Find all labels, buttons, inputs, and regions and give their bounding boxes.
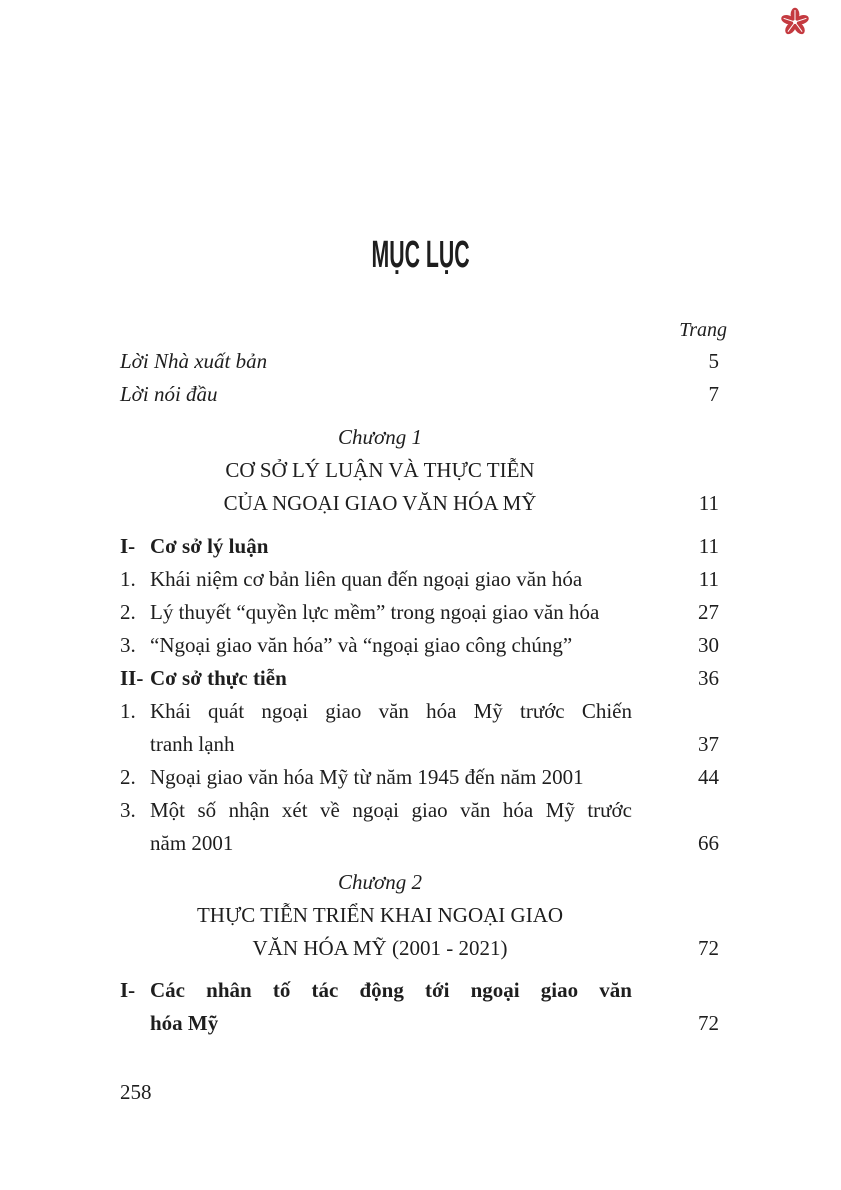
entry-label: “Ngoại giao văn hóa” và “ngoại giao công chúng” (150, 633, 573, 657)
toc-entry-front-2 (120, 381, 719, 409)
entry-label-line1: Một số nhận xét về ngoại giao văn hóa Mỹ trước (150, 798, 632, 822)
chapter2-label: Chương 2 (338, 870, 422, 894)
entry-page: 5 (708, 349, 719, 373)
entry-page: 7 (708, 382, 719, 406)
toc-entry (120, 566, 719, 594)
entry-page: 27 (698, 600, 719, 624)
toc-entry (120, 698, 719, 726)
toc-content (120, 0, 727, 1190)
entry-number: 3. (120, 798, 136, 822)
chapter1-title-row (120, 490, 719, 518)
entry-number: II- (120, 666, 144, 690)
toc-entry (120, 665, 719, 693)
entry-label: Lý thuyết “quyền lực mềm” trong ngoại giao văn hóa (150, 600, 600, 624)
entry-page: 11 (698, 567, 719, 591)
toc-entry-continuation (120, 830, 719, 858)
entry-number: 1. (120, 567, 136, 591)
entry-number: 2. (120, 765, 136, 789)
entry-number: 2. (120, 600, 136, 624)
entry-label-line1: Khái quát ngoại giao văn hóa Mỹ trước Chiến (150, 699, 632, 723)
flower-ornament-icon (780, 7, 810, 37)
entry-label: Khái niệm cơ bản liên quan đến ngoại giao văn hóa (150, 567, 583, 591)
footer-page-number: 258 (120, 1080, 152, 1104)
toc-entry (120, 764, 719, 792)
toc-entry (120, 632, 719, 660)
toc-entry (120, 533, 719, 561)
entry-page: 44 (698, 765, 719, 789)
entry-page: 37 (698, 732, 719, 756)
chapter2-title-line1: THỰC TIỄN TRIỂN KHAI NGOẠI GIAO (196, 903, 564, 927)
entry-page: 66 (698, 831, 719, 855)
chapter1-title-line2: CỦA NGOẠI GIAO VĂN HÓA MỸ (223, 491, 537, 515)
entry-number: I- (120, 978, 136, 1002)
chapter1-label: Chương 1 (338, 425, 422, 449)
entry-number: 3. (120, 633, 136, 657)
entry-label: Lời Nhà xuất bản (120, 349, 268, 373)
chapter2-title-row (120, 935, 719, 963)
entry-label: Lời nói đầu (120, 382, 218, 406)
entry-label-line2: năm 2001 (150, 831, 234, 855)
toc-entry (120, 977, 719, 1005)
entry-label: Ngoại giao văn hóa Mỹ từ năm 1945 đến năm 2001 (150, 765, 584, 789)
entry-label-line2: tranh lạnh (150, 732, 235, 756)
entry-page: 30 (698, 633, 719, 657)
chapter2-title-line2: VĂN HÓA MỸ (2001 - 2021) (252, 936, 508, 960)
chapter1-title-line1: CƠ SỞ LÝ LUẬN VÀ THỰC TIỄN (225, 458, 535, 482)
toc-entry (120, 599, 719, 627)
entry-page: 72 (698, 1011, 719, 1035)
entry-label: Cơ sở thực tiễn (150, 666, 287, 690)
toc-entry-continuation (120, 731, 719, 759)
entry-number: I- (120, 534, 136, 558)
entry-page: 11 (698, 534, 719, 558)
entry-page: 36 (698, 666, 719, 690)
chapter2-page: 72 (698, 936, 719, 960)
entry-label-line2: hóa Mỹ (150, 1011, 219, 1035)
page-column-header: Trang (679, 319, 727, 341)
toc-entry-front-1 (120, 348, 719, 376)
entry-number: 1. (120, 699, 136, 723)
toc-entry (120, 797, 719, 825)
entry-label: Cơ sở lý luận (150, 534, 269, 558)
page-title-text: MỤC LỤC (371, 234, 470, 276)
entry-label-line1: Các nhân tố tác động tới ngoại giao văn (150, 978, 632, 1002)
chapter1-page: 11 (698, 491, 719, 515)
toc-entry-continuation (120, 1010, 719, 1038)
